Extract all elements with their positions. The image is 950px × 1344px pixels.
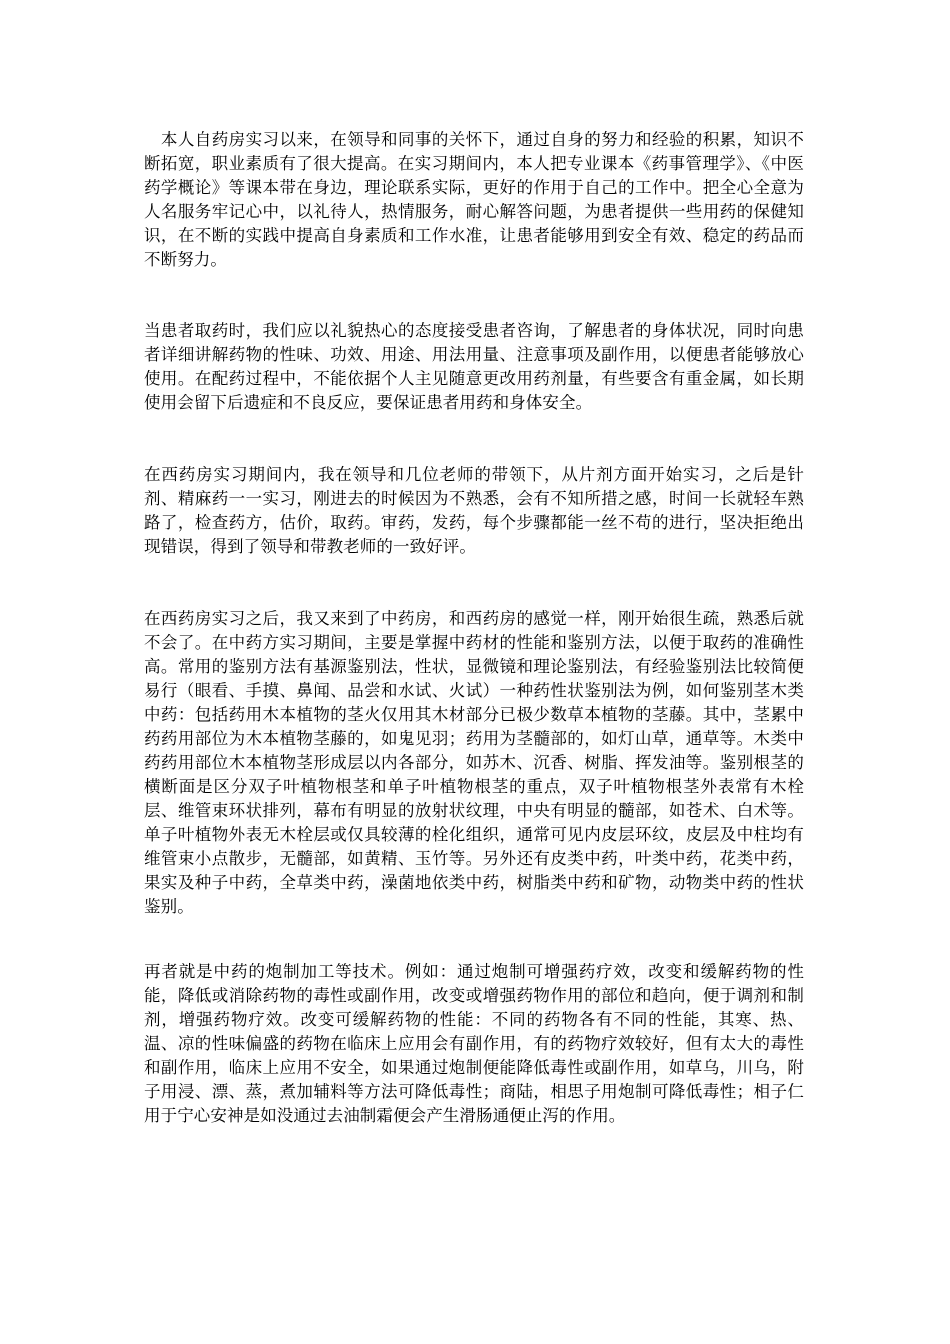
paragraph-3: 在西药房实习期间内，我在领导和几位老师的带领下，从片剂方面开始实习，之后是针剂、精麻药一一实习，刚进去的时候因为不熟悉，会有不知所措之感，时间一长就轻车熟路了，检查药方，估价，取药。审药，发药，每个步骤都能一丝不苟的进行，坚决拒绝出现错误，得到了领导和带教老师的一致好评。 — [144, 465, 804, 556]
paragraph-5: 再者就是中药的炮制加工等技术。例如：通过炮制可增强药疗效，改变和缓解药物的性能，降低或消除药物的毒性或副作用，改变或增强药物作用的部位和趋向，便于调剂和制剂，增强药物疗效。改变可缓解药物的性能：不同的药物各有不同的性能，其寒、热、温、凉的性味偏盛的药物在临床上应用会有副作用，有的药物疗效较好，但有太大的毒性和副作用，临床上应用不安全，如果通过炮制便能降低毒性或副作用，如草乌，川乌，附子用浸、漂、蒸，煮加辅料等方法可降低毒性；商陆，相思子用炮制可降低毒性；相子仁用于宁心安神是如没通过去油制霜便会产生滑肠通便止泻的作用。 — [144, 962, 804, 1125]
paragraph-1: 本人自药房实习以来，在领导和同事的关怀下，通过自身的努力和经验的积累，知识不断拓宽，职业素质有了很大提高。在实习期间内，本人把专业课本《药事管理学》、《中医药学概论》等课本带在身边，理论联系实际，更好的作用于自己的工作中。把全心全意为人名服务牢记心中，以礼待人，热情服务，耐心解答问题，为患者提供一些用药的保健知识，在不断的实践中提高自身素质和工作水准，让患者能够用到安全有效、稳定的药品而不断努力。 — [144, 130, 804, 269]
paragraph-2: 当患者取药时，我们应以礼貌热心的态度接受患者咨询，了解患者的身体状况，同时向患者详细讲解药物的性味、功效、用途、用法用量、注意事项及副作用，以便患者能够放心使用。在配药过程中，不能依据个人主见随意更改用药剂量，有些要含有重金属，如长期使用会留下后遗症和不良反应，要保证患者用药和身体安全。 — [144, 321, 804, 412]
paragraph-4: 在西药房实习之后，我又来到了中药房，和西药房的感觉一样，刚开始很生疏，熟悉后就不会了。在中药方实习期间，主要是掌握中药材的性能和鉴别方法，以便于取药的准确性高。常用的鉴别方法有基源鉴别法，性状，显微镜和理论鉴别法，有经验鉴别法比较简便易行（眼看、手摸、鼻闻、品尝和水试、火试）一种药性状鉴别法为例，如何鉴别茎木类中药：包括药用木本植物的茎火仅用其木材部分已极少数草本植物的茎藤。其中，茎累中药药用部位为木本植物茎藤的，如鬼见羽；药用为茎髓部的，如灯山草，通草等。木类中药药用部位木本植物茎形成层以内各部分，如苏木、沉香、树脂、挥发油等。鉴别根茎的横断面是区分双子叶植物根茎和单子叶植物根茎的重点，双子叶植物根茎外表常有木栓层、维管束环状排列，幕布有明显的放射状纹理，中央有明显的髓部，如苍术、白术等。单子叶植物外表无木栓层或仅具较薄的栓化组织，通常可见内皮层环纹，皮层及中柱均有维管束小点散步，无髓部，如黄精、玉竹等。另外还有皮类中药，叶类中药，花类中药，果实及种子中药，全草类中药，澡菌地依类中药，树脂类中药和矿物，动物类中药的性状鉴别。 — [144, 609, 804, 916]
